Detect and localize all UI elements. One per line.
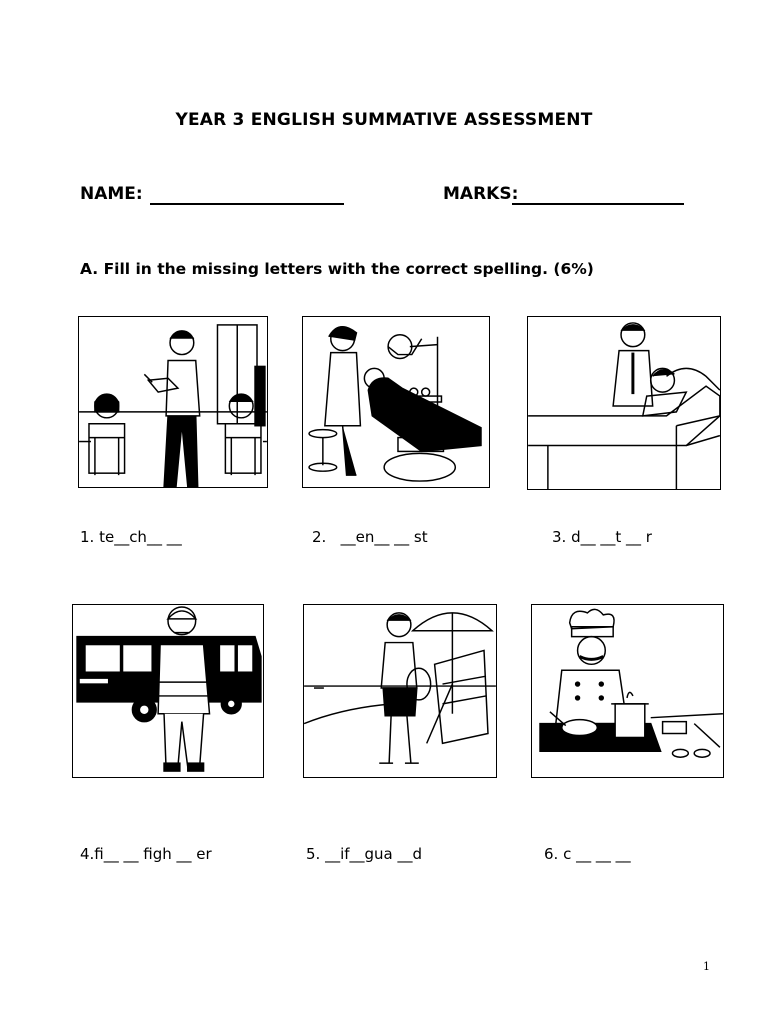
name-blank-line[interactable] [150,203,344,205]
lifeguard-illustration [303,604,497,778]
page-number: 1 [703,960,710,973]
dentist-illustration [302,316,490,488]
page-title: YEAR 3 ENGLISH SUMMATIVE ASSESSMENT [175,110,593,130]
firefighter-illustration [72,604,264,778]
section-a-instruction: A. Fill in the missing letters with the correct spelling. (6%) [80,260,594,278]
teacher-illustration [78,316,268,488]
question-5[interactable]: 5. __if__gua __d [306,845,423,863]
name-label: NAME: [80,184,143,204]
question-6[interactable]: 6. c __ __ __ [544,845,631,863]
question-1[interactable]: 1. te__ch__ __ [80,528,182,546]
question-3[interactable]: 3. d__ __t __ r [552,528,652,546]
question-2[interactable]: 2. __en__ __ st [312,528,428,546]
question-4[interactable]: 4.fi__ __ figh __ er [80,845,212,863]
marks-blank-line[interactable] [512,203,684,205]
marks-label: MARKS: [443,184,519,204]
cook-illustration [531,604,724,778]
doctor-illustration [527,316,721,490]
